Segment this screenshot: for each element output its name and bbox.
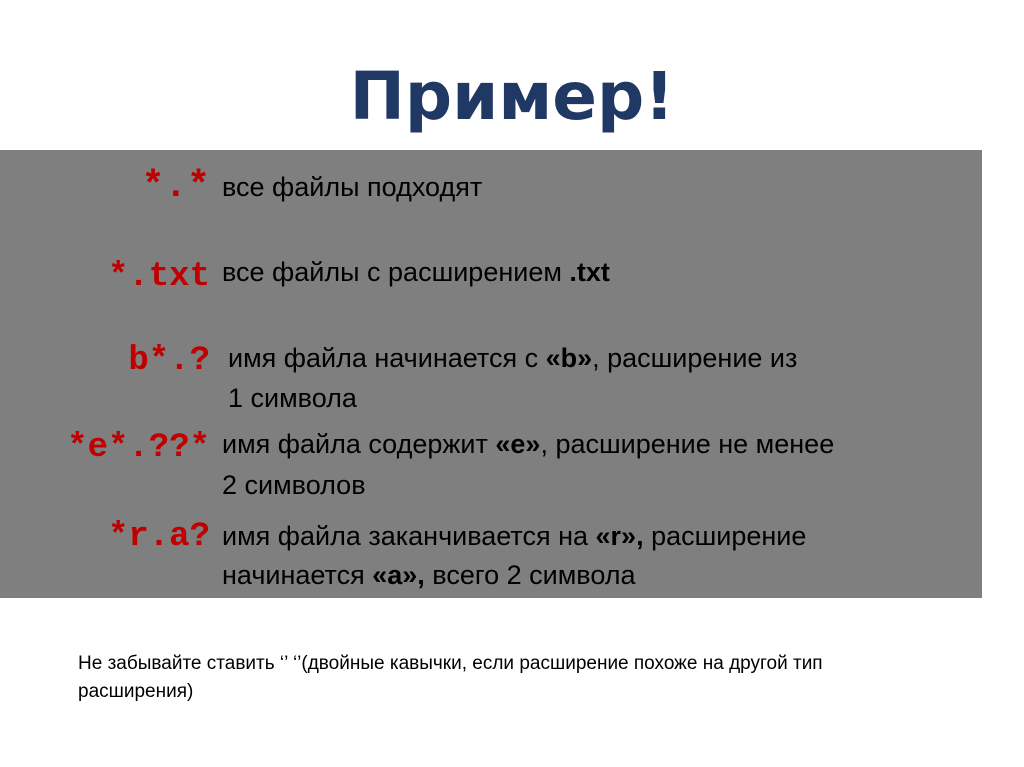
desc-b-text-c: , расширение из: [592, 343, 798, 373]
desc-r-letter: «r»,: [595, 521, 644, 551]
pattern-e: *e*.??*: [67, 429, 210, 467]
desc-e-line2: 2 символов: [222, 470, 366, 500]
desc-r-text-c: расширение: [643, 521, 807, 551]
desc-txt-ext: .txt: [569, 257, 610, 287]
pattern-b: b*.?: [128, 342, 210, 380]
pattern-r: *r.a?: [107, 518, 210, 556]
desc-r-line1: [222, 515, 806, 557]
desc-b-letter: «b»: [545, 343, 593, 373]
desc-e-text-c: , расширение не менее: [540, 429, 835, 459]
desc-txt-text: все файлы с расширением: [222, 257, 570, 287]
desc-b-line1: [228, 337, 797, 379]
desc-e-line1: [222, 423, 834, 465]
desc-e-text-a: имя файла содержит: [222, 429, 496, 459]
footnote: Не забывайте ставить ‘’ ‘’(двойные кавычки, если расширение похоже на другой тип расширения): [78, 653, 823, 702]
desc-r-text-d: начинается: [222, 560, 373, 590]
desc-r-letter-a: «a»,: [372, 560, 425, 590]
desc-r-text-a: имя файла заканчивается на: [222, 521, 596, 551]
desc-all-files: все файлы подходят: [222, 172, 483, 202]
desc-r-line2: [222, 554, 636, 596]
desc-r-text-f: всего 2 символа: [424, 560, 636, 590]
pattern-all-files: *.*: [141, 165, 210, 208]
desc-b-text-a: имя файла начинается с: [228, 343, 546, 373]
pattern-txt: *.txt: [107, 258, 210, 296]
desc-txt: [222, 251, 610, 293]
slide-title: Пример!: [349, 58, 675, 135]
desc-e-letter: «e»: [495, 429, 541, 459]
desc-b-line2: 1 символа: [228, 383, 357, 413]
